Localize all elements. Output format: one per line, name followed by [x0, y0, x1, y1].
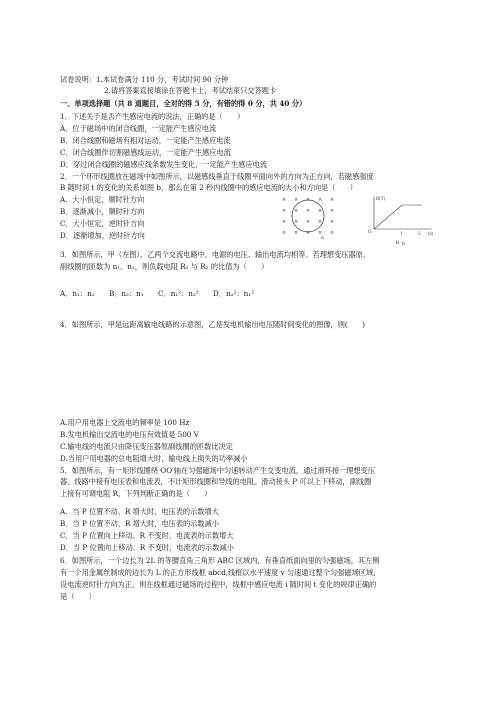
- field-cross: ×: [318, 197, 323, 203]
- exam-instructions-2: 2.请将答案直接填涂在答题卡上，考试结束只交答题卡: [104, 86, 277, 95]
- field-cross: ×: [330, 230, 335, 236]
- figure-a-label: a: [321, 235, 324, 241]
- q6-stem-3: 设电流逆时针方向为正。则在线框通过磁场的过程中，线框中感应电流 i 随时间 t 变化的规律正确的: [60, 580, 377, 589]
- q3-options: A．n₁：n₂ B．n₂：n₁ C．n₁²：n₂² D．n₂²：n₁²: [60, 289, 254, 298]
- q2-stem-2: B 随时间 t 的变化的关系如图 b，那么在第 2 秒内线圈中的感应电流的大小和方向是（ ）: [60, 183, 357, 192]
- q4-stem: 4．如图所示，甲是远距离输电线路的示意图，乙是发电机输出电压随时间变化的图像，则( ): [60, 320, 365, 329]
- field-cross: ×: [282, 208, 287, 214]
- field-cross: ×: [306, 219, 311, 225]
- field-cross: ×: [318, 230, 323, 236]
- field-cross: ×: [294, 208, 299, 214]
- figure-b-label: b: [402, 241, 406, 247]
- q2-option-a: A．大小恒定，顺时针方向: [60, 195, 145, 204]
- q5-option-d: D．当 P 位置向上移动、R 不变时，电流表的示数减小: [60, 543, 234, 552]
- q1-option-a: A．位于磁场中的闭合线圈，一定能产生感应电流: [60, 124, 217, 133]
- q5-stem-2: 器，线路中接有电压表和电流表，不计矩形线圈和导线的电阻。滑动接头 P 可以上下移动，副线圈: [60, 477, 372, 486]
- x-tick-1: 1: [400, 231, 403, 236]
- q4-option-c: C.输电线的电流只由降压变压器原副线圈的匝数比决定: [60, 442, 233, 451]
- q1-option-c: C．闭合线圈作切割磁感线运动，一定能产生感应电流: [60, 148, 231, 157]
- x-tick-2: 2: [418, 231, 421, 236]
- field-cross: ×: [306, 208, 311, 214]
- field-cross: ×: [330, 208, 335, 214]
- q2-stem-1: 2．一个环形线圈放在磁场中如图所示，以磁感线垂直于线圈平面向外的方向为正方向，若磁感强度: [60, 172, 374, 181]
- field-cross: ×: [294, 230, 299, 236]
- q4-option-d: D.当用户用电器的总电阻增大时，输电线上损失的功率减小: [60, 454, 248, 463]
- field-cross: ×: [294, 219, 299, 225]
- q5-option-a: A．当 P 位置不动、R 增大时，电压表的示数增大: [60, 507, 219, 516]
- figure-b-caption: b: [396, 240, 400, 246]
- x-axis-label: t/s: [428, 231, 434, 236]
- field-cross: ×: [306, 230, 311, 236]
- field-cross: ×: [282, 230, 287, 236]
- q4-option-a: A.用户用电器上交流电的频率是 100 Hz: [60, 418, 190, 427]
- q3-stem-1: 3．如图所示，甲（左图）、乙两个交流电路中，电源的电压、输出电流均相等。若理想变压器原、: [60, 250, 371, 259]
- magnetic-field-crosses: [282, 197, 334, 236]
- field-cross: ×: [306, 197, 311, 203]
- q5-option-c: C．当 P 位置向上移动、R 不变时，电流表的示数增大: [60, 531, 234, 540]
- q1-stem: 1．下述关于是否产生感应电流的说法，正确的是（ ）: [60, 112, 245, 121]
- exam-instructions-1: 试卷说明：1.本试卷满分 110 分，考试时间 90 分钟: [60, 75, 229, 84]
- q5-stem-3: 上接有可调电阻 R，下列判断正确的是（ ）: [60, 489, 212, 498]
- figure-a-coil-in-field: [278, 193, 356, 239]
- figure-b-b-t-graph: [362, 193, 440, 247]
- q5-stem-1: 5．如图所示，有一矩形线圈绕 OO′轴在匀强磁场中匀速转动产生交变电流，通过滑环接一理想变压: [60, 466, 375, 475]
- q6-stem-4: 是（ ）: [60, 592, 96, 601]
- field-cross: ×: [318, 208, 323, 214]
- q3-stem-2: 副线圈的匝数为 n₁、n₂，则负载电阻 R₁ 与 R₂ 的比值为（ ）: [60, 262, 269, 271]
- origin-label: O: [368, 229, 372, 234]
- q1-option-b: B．闭合线圈和磁场有相对运动，一定能产生感应电流: [60, 136, 231, 145]
- q2-option-b: B．逐渐减小，顺时针方向: [60, 207, 145, 216]
- b-t-curve: [374, 205, 422, 229]
- q6-stem-2: 有一个用金属丝制成的边长为 L 的正方形线框 abcd,线框以水平速度 v 匀速通过整个匀强磁场区域，: [60, 568, 381, 577]
- y-axis-label: B(T): [376, 196, 386, 201]
- q2-option-d: D．逐渐增加，逆时针方向: [60, 231, 145, 240]
- q6-stem-1: 6．如图所示，一个边长为 2L 的等腰直角三角形 ABC 区域内，有垂直纸面向里的匀强磁场，其左侧: [60, 556, 380, 565]
- field-cross: ×: [282, 219, 287, 225]
- field-cross: ×: [294, 197, 299, 203]
- q2-option-c: C．大小恒定，逆时针方向: [60, 219, 145, 228]
- section-title: 一、单项选择题（共 8 道题目，全对的得 5 分，有错的得 0 分，共 40 分）: [60, 99, 307, 108]
- field-cross: ×: [330, 219, 335, 225]
- field-cross: ×: [330, 197, 335, 203]
- ring-coil: [292, 200, 324, 232]
- field-cross: ×: [318, 219, 323, 225]
- q1-option-d: D．穿过闭合线圈的磁感应线条数发生变化，一定能产生感应电流: [60, 160, 268, 169]
- q5-option-b: B．当 P 位置不动、R 增大时，电压表的示数减小: [60, 519, 219, 528]
- q4-option-b: B.发电机输出交流电的电压有效值是 500 V: [60, 430, 199, 439]
- field-cross: ×: [282, 197, 287, 203]
